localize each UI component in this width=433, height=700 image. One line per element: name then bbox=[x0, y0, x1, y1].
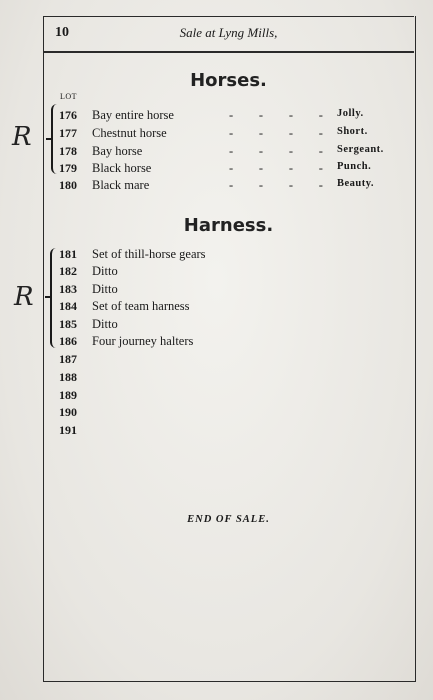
table-row bbox=[59, 317, 409, 334]
lot-number: 178 bbox=[59, 144, 77, 158]
harness-brace-tip bbox=[45, 296, 51, 298]
lot-number: 179 bbox=[59, 161, 77, 175]
table-row bbox=[59, 334, 409, 351]
lot-description: Four journey halters bbox=[92, 334, 194, 348]
lot-column-header: LOT bbox=[60, 92, 78, 101]
table-row bbox=[59, 108, 409, 125]
table-row bbox=[59, 178, 409, 195]
lot-number: 191 bbox=[59, 423, 77, 437]
lot-number: 180 bbox=[59, 178, 77, 192]
lot-number: 184 bbox=[59, 299, 77, 313]
lot-description: Ditto bbox=[92, 317, 118, 331]
horse-name: Beauty. bbox=[337, 178, 375, 189]
lot-description: Black horse bbox=[92, 161, 152, 175]
lot-number: 176 bbox=[59, 108, 77, 122]
lot-description: Black mare bbox=[92, 178, 150, 192]
table-row bbox=[59, 405, 409, 422]
horse-name: Jolly. bbox=[337, 108, 364, 119]
lot-description: Set of thill-horse gears bbox=[92, 247, 206, 261]
lot-description: Set of team harness bbox=[92, 299, 190, 313]
lot-number: 183 bbox=[59, 282, 77, 296]
table-row bbox=[59, 247, 409, 264]
page-number: 10 bbox=[55, 25, 69, 40]
running-title: Sale at Lyng Mills, bbox=[179, 25, 278, 40]
lot-number: 185 bbox=[59, 317, 77, 331]
table-row bbox=[59, 388, 409, 405]
leader-dashes: - - - - bbox=[229, 178, 324, 192]
horses-brace-tip bbox=[46, 138, 52, 140]
lot-number: 186 bbox=[59, 334, 77, 348]
end-of-sale-text: END OF SALE. bbox=[187, 514, 270, 525]
lot-number: 177 bbox=[59, 126, 77, 140]
horses-section-title: Horses. bbox=[190, 70, 267, 91]
leader-dashes: - - - - bbox=[229, 161, 324, 175]
leader-dashes: - - - - bbox=[229, 126, 324, 140]
leader-dashes: - - - - bbox=[229, 144, 324, 158]
table-row bbox=[59, 282, 409, 299]
lot-description: Chestnut horse bbox=[92, 126, 167, 140]
harness-section-title: Harness. bbox=[183, 215, 274, 236]
margin-annotation-harness: R bbox=[14, 282, 34, 312]
lot-description: Ditto bbox=[92, 282, 118, 296]
horse-name: Short. bbox=[337, 126, 368, 137]
lot-number: 188 bbox=[59, 370, 77, 384]
lot-number: 181 bbox=[59, 247, 77, 261]
horse-name: Sergeant. bbox=[337, 144, 384, 155]
table-row bbox=[59, 299, 409, 316]
lot-number: 189 bbox=[59, 388, 77, 402]
table-row bbox=[59, 126, 409, 143]
table-row bbox=[59, 423, 409, 440]
lot-number: 182 bbox=[59, 264, 77, 278]
table-row bbox=[59, 352, 409, 369]
table-row bbox=[59, 144, 409, 161]
margin-annotation-horses: R bbox=[12, 122, 32, 152]
lot-number: 190 bbox=[59, 405, 77, 419]
lot-description: Bay horse bbox=[92, 144, 143, 158]
table-row bbox=[59, 370, 409, 387]
lot-number: 187 bbox=[59, 352, 77, 366]
lot-description: Ditto bbox=[92, 264, 118, 278]
horse-name: Punch. bbox=[337, 161, 372, 172]
table-row bbox=[59, 161, 409, 178]
table-row bbox=[59, 264, 409, 281]
page-header bbox=[43, 16, 414, 53]
lot-description: Bay entire horse bbox=[92, 108, 174, 122]
leader-dashes: - - - - bbox=[229, 108, 324, 122]
